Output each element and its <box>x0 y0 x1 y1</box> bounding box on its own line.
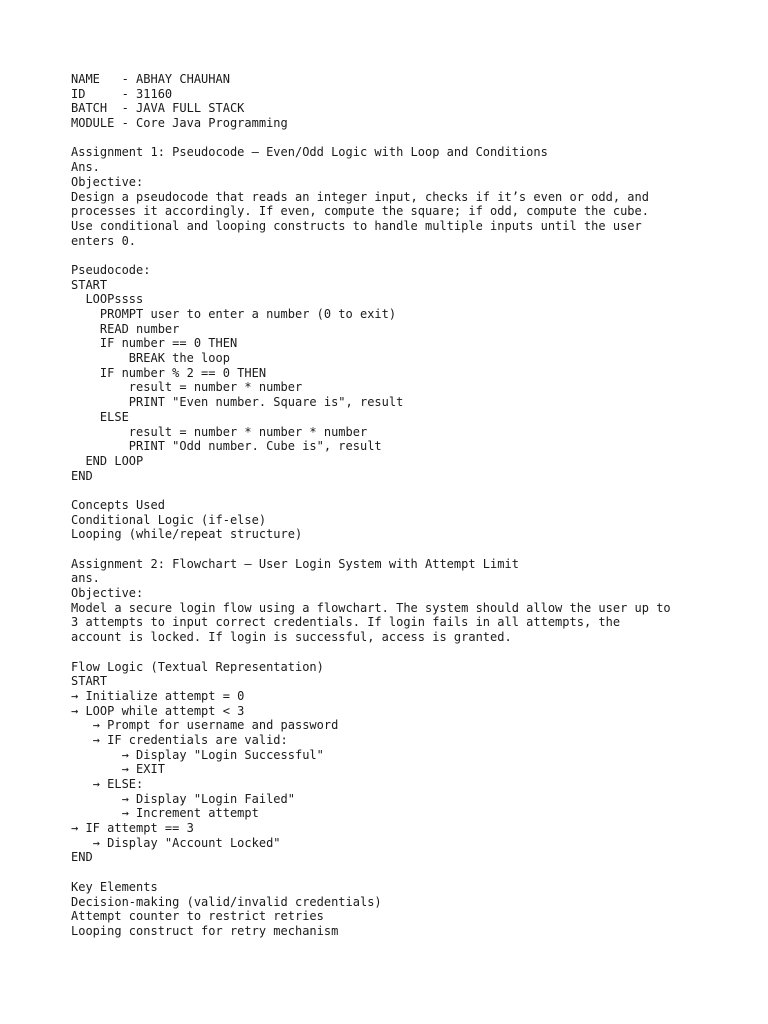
module-line: MODULE - Core Java Programming <box>71 116 288 131</box>
flow-line: → Initialize attempt = 0 <box>71 688 245 703</box>
code-line: START <box>71 277 108 292</box>
code-line: PRINT "Odd number. Cube is", result <box>71 439 382 454</box>
objective-line: enters 0. <box>71 233 137 248</box>
flow-line: → LOOP while attempt < 3 <box>71 703 245 718</box>
pseudocode-label: Pseudocode: <box>71 262 151 277</box>
flow-line: → Increment attempt <box>71 806 259 821</box>
assignment-1-objective-label: Objective: <box>71 174 144 189</box>
code-line: END <box>71 468 93 483</box>
code-line: result = number * number <box>71 380 303 395</box>
spacer <box>71 542 751 557</box>
code-line: IF number == 0 THEN <box>71 336 238 351</box>
concepts-label: Concepts Used <box>71 497 165 512</box>
code-line: END LOOP <box>71 453 144 468</box>
spacer <box>71 865 751 880</box>
code-line: LOOPssss <box>71 292 144 307</box>
objective-line: Model a secure login flow using a flowchart. The system should allow the user up to <box>71 600 671 615</box>
assignment-2-title: Assignment 2: Flowchart – User Login System with Attempt Limit <box>71 556 519 571</box>
id-line: ID - 31160 <box>71 86 173 101</box>
batch-line: BATCH - JAVA FULL STACK <box>71 101 245 116</box>
objective-line: 3 attempts to input correct credentials. If login fails in all attempts, the <box>71 615 621 630</box>
concept-item: Looping (while/repeat structure) <box>71 527 303 542</box>
assignment-2-objective-label: Objective: <box>71 586 144 601</box>
flow-line: END <box>71 850 93 865</box>
name-line: NAME - ABHAY CHAUHAN <box>71 72 230 86</box>
objective-line: Use conditional and looping constructs to handle multiple inputs until the user <box>71 218 642 233</box>
assignment-1-ans: Ans. <box>71 160 100 175</box>
code-line: PROMPT user to enter a number (0 to exit) <box>71 307 397 321</box>
flow-line: → Prompt for username and password <box>71 718 339 733</box>
flow-line: → IF attempt == 3 <box>71 821 194 836</box>
code-line: result = number * number * number <box>71 424 368 439</box>
spacer <box>71 645 751 660</box>
spacer <box>71 131 751 146</box>
flow-logic-label: Flow Logic (Textual Representation) <box>71 659 324 674</box>
student-header <box>71 72 751 131</box>
key-elements-label: Key Elements <box>71 879 158 894</box>
objective-line: processes it accordingly. If even, compute the square; if odd, compute the cube. <box>71 204 649 219</box>
code-line: IF number % 2 == 0 THEN <box>71 365 267 380</box>
key-element-item: Attempt counter to restrict retries <box>71 909 324 924</box>
flow-line: → Display "Login Successful" <box>71 747 324 762</box>
flow-line: START <box>71 674 108 689</box>
document-page <box>71 72 751 939</box>
code-line: BREAK the loop <box>71 351 230 366</box>
flow-line: → Display "Account Locked" <box>71 835 281 850</box>
spacer <box>71 248 751 263</box>
code-line: PRINT "Even number. Square is", result <box>71 395 404 410</box>
flow-line: → EXIT <box>71 762 165 777</box>
key-element-item: Decision-making (valid/invalid credentials) <box>71 894 382 909</box>
code-line: READ number <box>71 321 180 336</box>
flow-line: → IF credentials are valid: <box>71 732 288 747</box>
assignment-2-section <box>71 557 751 939</box>
pseudocode-block <box>71 278 751 484</box>
flow-line: → Display "Login Failed" <box>71 791 295 806</box>
objective-line: Design a pseudocode that reads an integer input, checks if it’s even or odd, and <box>71 189 649 204</box>
flow-logic-block <box>71 674 751 865</box>
assignment-1-section <box>71 145 751 542</box>
concept-item: Conditional Logic (if-else) <box>71 512 267 527</box>
spacer <box>71 483 751 498</box>
key-element-item: Looping construct for retry mechanism <box>71 923 339 938</box>
assignment-2-ans: ans. <box>71 571 100 586</box>
code-line: ELSE <box>71 409 129 424</box>
objective-line: account is locked. If login is successful, access is granted. <box>71 630 512 645</box>
flow-line: → ELSE: <box>71 777 144 791</box>
assignment-1-title: Assignment 1: Pseudocode – Even/Odd Logic with Loop and Conditions <box>71 145 548 160</box>
